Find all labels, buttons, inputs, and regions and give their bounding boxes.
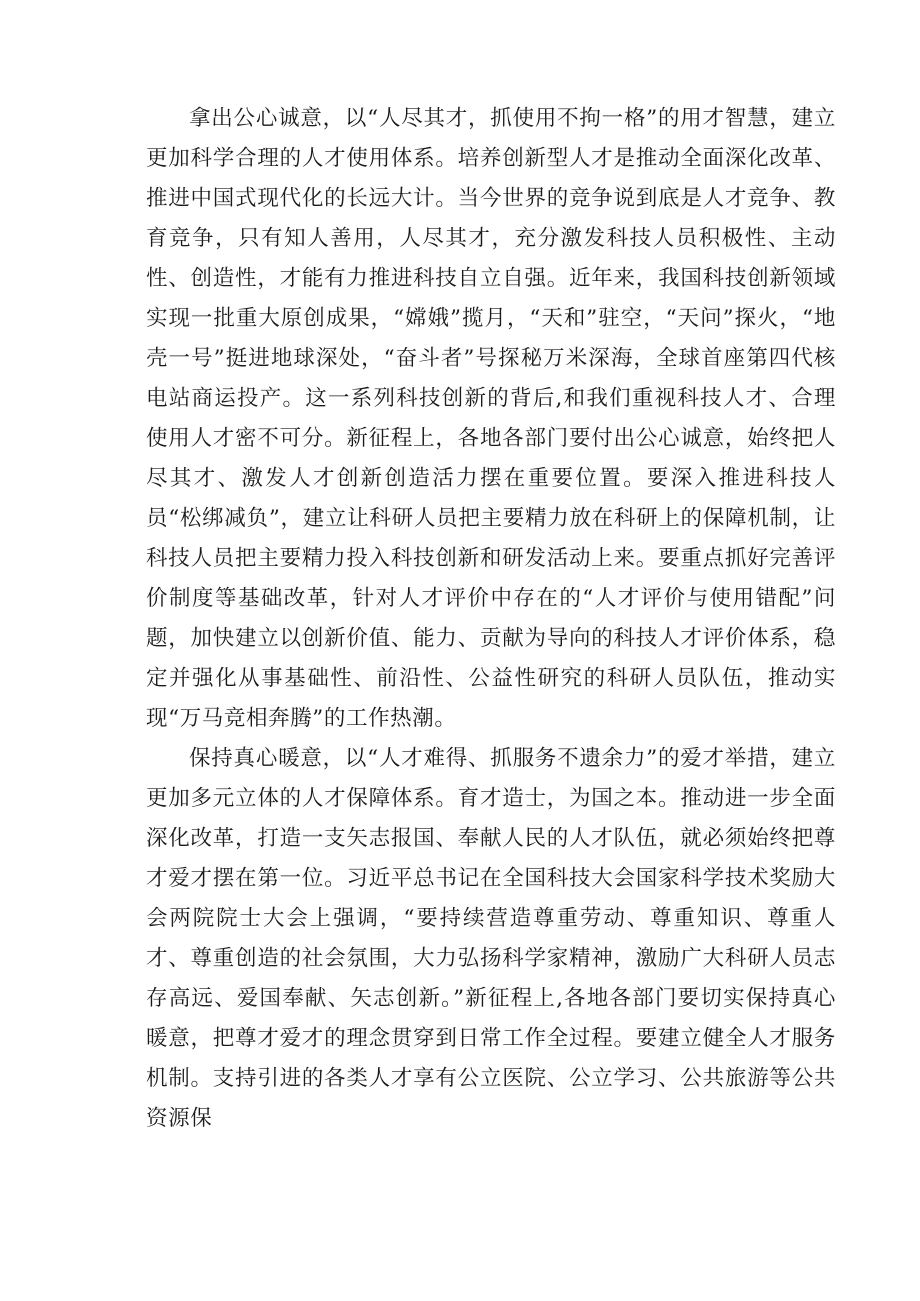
paragraph-talent-use: 拿出公心诚意，以“人尽其才，抓使用不拘一格”的用才智慧，建立更加科学合理的人才使用体系。培养创新型人才是推动全面深化改革、推进中国式现代化的长远大计。当今世界的竞争说到底是人才竞争、教育竞争，只有知人善用，人尽其才，充分激发科技人员积极性、主动性、创造性，才能有力推进科技自立自强。近年来，我国科技创新领域实现一批重大原创成果，“嫦娥”揽月，“天和”驻空，“天问”探火，“地壳一号”挺进地球深处，“奋斗者”号探秘万米深海，全球首座第四代核电站商运投产。这一系列科技创新的背后,和我们重视科技人才、合理使用人才密不可分。新征程上，各地各部门要付出公心诚意，始终把人尽其才、激发人才创新创造活力摆在重要位置。要深入推进科技人员“松绑减负”，建立让科研人员把主要精力放在科研上的保障机制，让科技人员把主要精力投入科技创新和研发活动上来。要重点抓好完善评价制度等基础改革，针对人才评价中存在的“人才评价与使用错配”问题，加快建立以创新价值、能力、贡献为导向的科技人才评价体系，稳定并强化从事基础性、前沿性、公益性研究的科研人员队伍，推动实现“万马竞相奔腾”的工作热潮。 (146, 106, 836, 731)
document-body (146, 99, 836, 1139)
paragraph-talent-support: 保持真心暖意，以“人才难得、抓服务不遗余力”的爱才举措，建立更加多元立体的人才保障体系。育才造士，为国之本。推动进一步全面深化改革，打造一支矢志报国、奉献人民的人才队伍，就必须始终把尊才爱才摆在第一位。习近平总书记在全国科技大会国家科学技术奖励大会两院院士大会上强调，“要持续营造尊重劳动、尊重知识、尊重人才、尊重创造的社会氛围，大力弘扬科学家精神，激励广大科研人员志存高远、爱国奉献、矢志创新。”新征程上,各地各部门要切实保持真心暖意，把尊才爱才的理念贯穿到日常工作全过程。要建立健全人才服务机制。支持引进的各类人才享有公立医院、公立学习、公共旅游等公共资源保 (146, 746, 836, 1131)
